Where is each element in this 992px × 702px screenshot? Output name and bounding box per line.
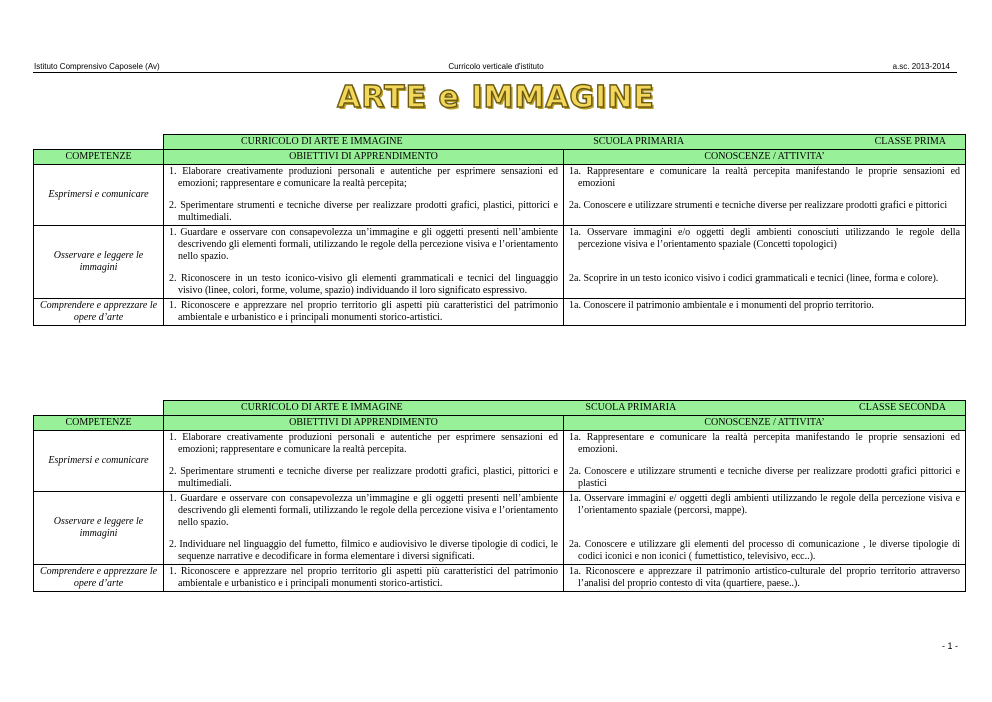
obiettivo: 1. Guardare e osservare con consapevolezza un’immagine e gli oggetti presenti nell’ambiente descrivendo gli elementi formali, utilizzando le regole della percezione visiva e l’orientamento nello spazio. [169,493,558,528]
obiettivi-cell [164,226,564,299]
col-competenze: COMPETENZE [34,150,164,165]
obiettivi-cell [164,431,564,492]
conoscenze-cell [564,492,966,565]
conoscenza: 1a. Rappresentare e comunicare la realtà percepita manifestando le proprie sensazioni ed emozioni. [569,432,961,455]
obiettivi-cell [164,165,564,226]
competenza-cell: Comprendere e apprezzare le opere d’arte [34,565,164,592]
col-conoscenze: CONOSCENZE / ATTIVITA’ [564,150,966,165]
obiettivo: 2. Riconoscere in un testo iconico-visivo gli elementi grammaticali e tecnici del linguaggio visivo (linee, colori, forme, volume, spazio) individuando il loro significato espressivo. [169,273,558,296]
obiettivo: 2. Sperimentare strumenti e tecniche diverse per realizzare prodotti grafici, plastici, pittorici e multimediali. [169,200,558,223]
curricolo-label: CURRICOLO DI ARTE E IMMAGINE [241,136,403,147]
column-headers [34,416,966,431]
curriculum-table-seconda [33,400,966,592]
conoscenza: 1a. Rappresentare e comunicare la realtà percepita manifestando le proprie sensazioni ed emozioni [569,166,961,189]
col-obiettivi: OBIETTIVI DI APPRENDIMENTO [164,150,564,165]
obiettivi-cell [164,492,564,565]
page-number: - 1 - [941,641,958,651]
obiettivo: 1. Riconoscere e apprezzare nel proprio territorio gli aspetti più caratteristici del patrimonio ambientale e urbanistico e i principali monumenti storico-artistici. [169,300,558,323]
conoscenze-cell [564,431,966,492]
conoscenza: 2a. Conoscere e utilizzare gli elementi del processo di comunicazione , le diverse tipologie di codici iconici e non iconici ( fumettistico, televisivo, ecc..). [569,539,961,562]
conoscenza: 1a. Conoscere il patrimonio ambientale e i monumenti del proprio territorio. [569,300,874,311]
obiettivo: 2. Individuare nel linguaggio del fumetto, filmico e audiovisivo le diverse tipologie di codici, le sequenze narrative e decodificare in forma elementare i diversi significati. [169,539,558,562]
conoscenze-cell [564,226,966,299]
table-top-row [34,135,966,150]
header-school-name: Istituto Comprensivo Caposele (Av) [34,62,160,71]
curricolo-label: CURRICOLO DI ARTE E IMMAGINE [241,402,403,413]
competenza-cell: Comprendere e apprezzare le opere d’arte [34,299,164,326]
obiettivi-cell [164,565,564,592]
header-rule [33,72,957,73]
conoscenza: 1a. Osservare immagini e/o oggetti degli ambienti conosciuti utilizzando le regole della percezione visiva e l’orientamento spaziale (Concetti topologici) [569,227,961,250]
obiettivo: 1. Elaborare creativamente produzioni personali e autentiche per esprimere sensazioni ed emozioni; rappresentare e comunicare la realtà percepita; [169,166,558,189]
col-obiettivi: OBIETTIVI DI APPRENDIMENTO [164,416,564,431]
competenza-cell: Osservare e leggere le immagini [34,226,164,299]
table-row [34,165,966,226]
competenza-cell: Osservare e leggere le immagini [34,492,164,565]
table-row [34,492,966,565]
table-top-row [34,401,966,416]
scuola-label: SCUOLA PRIMARIA [585,402,677,413]
conoscenza: 1a. Osservare immagini e/ oggetti degli ambienti utilizzando le regole della percezione visiva e l’orientamento spaziale (percorsi, mappe). [569,493,961,516]
table-row [34,299,966,326]
scuola-label: SCUOLA PRIMARIA [593,136,685,147]
header-document-title: Curricolo verticale d'istituto [448,62,544,71]
classe-label: CLASSE PRIMA [874,136,947,147]
curriculum-table-prima [33,134,966,326]
table-row [34,565,966,592]
table-row [34,431,966,492]
conoscenze-cell [564,299,966,326]
col-conoscenze: CONOSCENZE / ATTIVITA’ [564,416,966,431]
page-title: ARTE e IMMAGINE [337,80,655,115]
obiettivi-cell [164,299,564,326]
table-row [34,226,966,299]
conoscenza: 2a. Scoprire in un testo iconico visivo i codici grammaticali e tecnici (linee, forma e colore). [569,273,939,284]
obiettivo: 2. Sperimentare strumenti e tecniche diverse per realizzare prodotti grafici, plastici, pittorici e multimediali. [169,466,558,489]
obiettivo: 1. Guardare e osservare con consapevolezza un’immagine e gli oggetti presenti nell’ambiente descrivendo gli elementi formali, utilizzando le regole della percezione visiva e l’orientamento nello spazio. [169,227,558,262]
competenza-cell: Esprimersi e comunicare [34,431,164,492]
conoscenza: 2a. Conoscere e utilizzare strumenti e tecniche diverse per realizzare prodotti grafici e pittorici [569,200,948,211]
competenza-cell: Esprimersi e comunicare [34,165,164,226]
conoscenze-cell [564,565,966,592]
obiettivo: 1. Riconoscere e apprezzare nel proprio territorio gli aspetti più caratteristici del patrimonio ambientale e urbanistico e i principali monumenti storico-artistici. [169,566,558,589]
obiettivo: 1. Elaborare creativamente produzioni personali e autentiche per esprimere sensazioni ed emozioni; rappresentare e comunicare la realtà percepita. [169,432,558,455]
conoscenze-cell [564,165,966,226]
conoscenza: 2a. Conoscere e utilizzare strumenti e tecniche diverse per realizzare prodotti grafici pittorici e plastici [569,466,961,489]
conoscenza: 1a. Riconoscere e apprezzare il patrimonio artistico-culturale del proprio territorio attraverso l’analisi del proprio contesto di vita (quartiere, paese..). [569,566,961,589]
header-school-year: a.sc. 2013-2014 [892,62,950,71]
classe-label: CLASSE SECONDA [859,402,947,413]
column-headers [34,150,966,165]
col-competenze: COMPETENZE [34,416,164,431]
